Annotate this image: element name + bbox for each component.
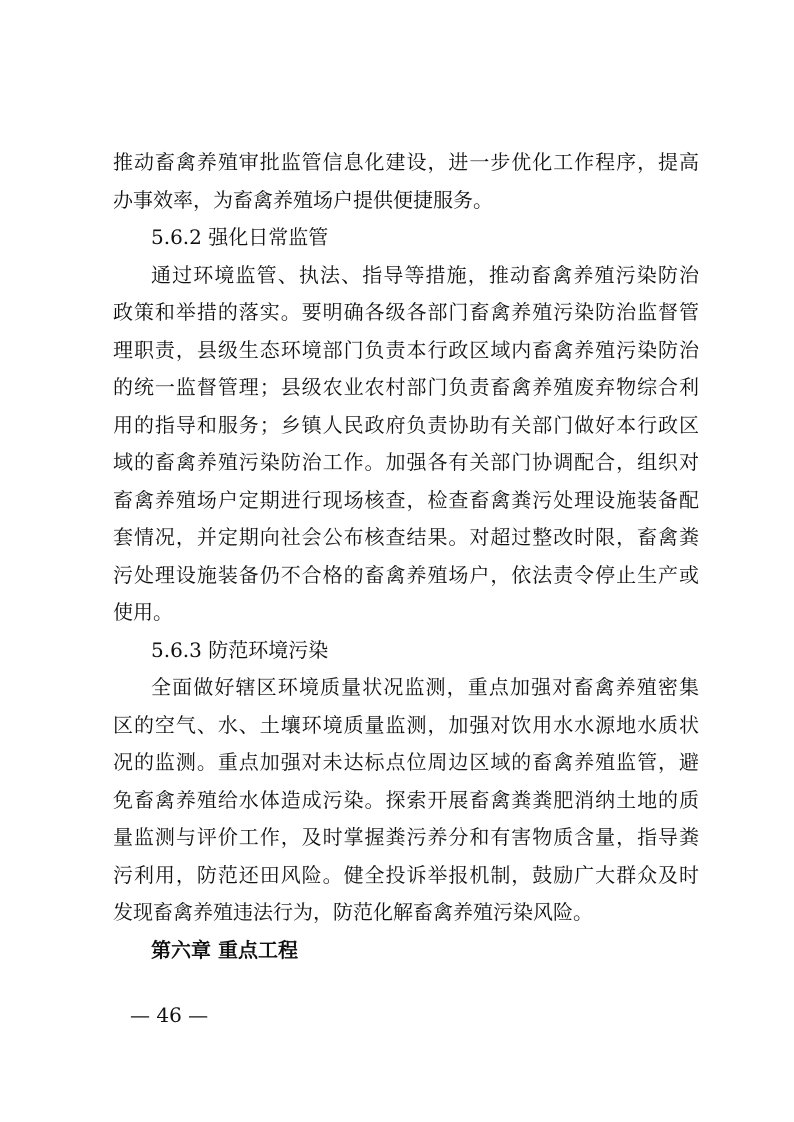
- paragraph-line: 量监测与评价工作，及时掌握粪污养分和有害物质含量，指导粪: [113, 825, 699, 849]
- paragraph-line: 发现畜禽养殖违法行为，防范化解畜禽养殖污染风险。: [113, 900, 593, 924]
- paragraph-line: 域的畜禽养殖污染防治工作。加强各有关部门协调配合，组织对: [113, 450, 699, 474]
- paragraph-line: 使用。: [113, 600, 173, 624]
- paragraph-line: 的统一监督管理；县级农业农村部门负责畜禽养殖废弃物综合利: [113, 375, 699, 399]
- paragraph-line: 畜禽养殖场户定期进行现场核查，检查畜禽粪污处理设施装备配: [113, 487, 699, 512]
- paragraph-line: 推动畜禽养殖审批监管信息化建设，进一步优化工作程序，提高: [113, 150, 699, 174]
- paragraph-line: 污利用，防范还田风险。健全投诉举报机制，鼓励广大群众及时: [113, 862, 699, 887]
- paragraph-line: 免畜禽养殖给水体造成污染。探索开展畜禽粪粪肥消纳土地的质: [113, 787, 699, 812]
- section-heading-5-6-2: 5.6.2 强化日常监管: [151, 225, 329, 249]
- section-heading-5-6-3: 5.6.3 防范环境污染: [151, 637, 329, 662]
- paragraph-line: 污处理设施装备仍不合格的畜禽养殖场户，依法责令停止生产或: [113, 562, 699, 587]
- paragraph-line: 理职责，县级生态环境部门负责本行政区域内畜禽养殖污染防治: [113, 337, 699, 362]
- paragraph-line: 办事效率，为畜禽养殖场户提供便捷服务。: [113, 187, 493, 212]
- paragraph-line: 政策和举措的落实。要明确各级各部门畜禽养殖污染防治监督管: [113, 300, 699, 324]
- chapter-heading: 第六章 重点工程: [151, 937, 298, 962]
- page-number: — 46 —: [130, 1003, 209, 1027]
- paragraph-line: 套情况，并定期向社会公布核查结果。对超过整改时限，畜禽粪: [113, 525, 699, 549]
- paragraph-line: 况的监测。重点加强对未达标点位周边区域的畜禽养殖监管，避: [113, 750, 699, 774]
- paragraph-line: 全面做好辖区环境质量状况监测，重点加强对畜禽养殖密集: [151, 675, 699, 699]
- paragraph-line: 通过环境监管、执法、指导等措施，推动畜禽养殖污染防治: [151, 262, 699, 287]
- paragraph-line: 区的空气、水、土壤环境质量监测，加强对饮用水水源地水质状: [113, 712, 699, 737]
- document-body: [113, 144, 699, 969]
- paragraph-line: 用的指导和服务；乡镇人民政府负责协助有关部门做好本行政区: [113, 412, 699, 437]
